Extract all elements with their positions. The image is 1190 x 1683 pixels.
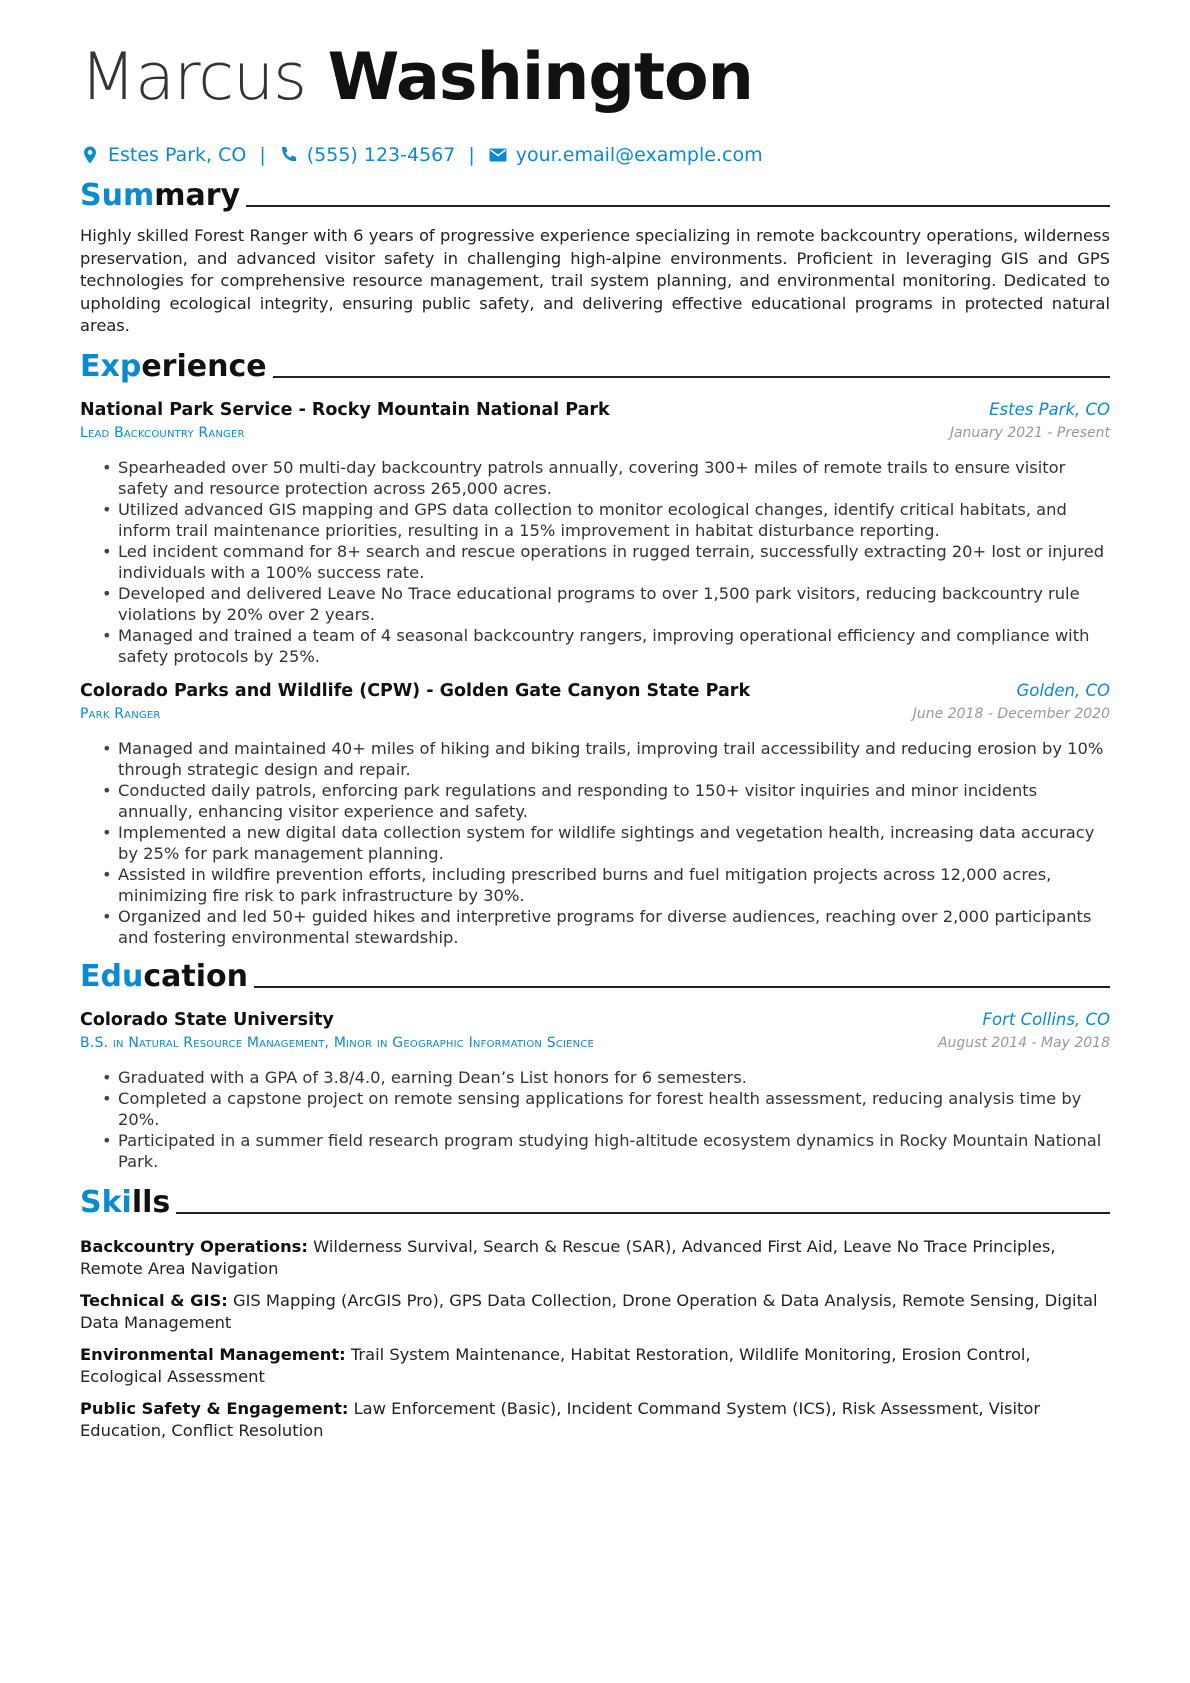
education-entry — [80, 1010, 1110, 1172]
skill-label: Backcountry Operations: — [80, 1236, 308, 1256]
school-location: Fort Collins, CO — [982, 1009, 1110, 1029]
skill-group — [80, 1236, 1110, 1281]
phone-icon — [279, 145, 299, 165]
section-divider — [246, 205, 1110, 207]
list-item: • Managed and maintained 40+ miles of hiking and biking trails, improving trail accessibility and reducing erosion by 10% through strategic design and repair. — [118, 738, 1110, 780]
skills-list — [80, 1236, 1110, 1443]
contact-email[interactable] — [488, 144, 763, 166]
employer-name: National Park Service - Rocky Mountain National Park — [80, 399, 610, 420]
education-dates: August 2014 - May 2018 — [937, 1034, 1110, 1051]
location-text: Estes Park, CO — [108, 144, 247, 166]
summary-text: Highly skilled Forest Ranger with 6 years of progressive experience specializing in remote backcountry operations, wilderness preservation, and advanced visitor safety in challenging high-alpine environments. Proficient in leveraging GIS and GPS technologies for comprehensive resource management, trail system planning, and environmental monitoring. Dedicated to upholding ecological integrity, ensuring public safety, and delivering effective educational programs in protected natural areas. — [80, 226, 1110, 335]
degree-title: B.S. in Natural Resource Management, Minor in Geographic Information Science — [80, 1034, 595, 1051]
envelope-icon — [488, 145, 508, 165]
candidate-name — [80, 0, 1110, 118]
experience-heading: Experience — [80, 348, 1110, 386]
skill-group — [80, 1344, 1110, 1389]
list-item: • Spearheaded over 50 multi-day backcountry patrols annually, covering 300+ miles of remote trails to ensure visitor safety and resource protection across 265,000 acres. — [118, 457, 1110, 499]
skill-group — [80, 1398, 1110, 1443]
skill-value: Trail System Maintenance, Habitat Restoration, Wildlife Monitoring, Erosion Control, Ecological Assessment — [80, 1344, 1031, 1386]
list-item: • Participated in a summer field research program studying high-altitude ecosystem dynamics in Rocky Mountain National Park. — [118, 1130, 1110, 1172]
list-item: • Utilized advanced GIS mapping and GPS data collection to monitor ecological changes, identify critical habitats, and inform trail maintenance priorities, resulting in a 15% improvement in habitat disturbance reporting. — [118, 499, 1110, 541]
job-location: Estes Park, CO — [989, 399, 1110, 419]
job-dates: January 2021 - Present — [949, 424, 1110, 441]
skill-value: Wilderness Survival, Search & Rescue (SAR), Advanced First Aid, Leave No Trace Principles, Remote Area Navigation — [80, 1236, 1056, 1278]
education-bullets — [80, 1067, 1110, 1172]
email-link[interactable]: your.email@example.com — [515, 144, 763, 166]
job-bullets — [80, 457, 1110, 667]
job-location: Golden, CO — [1016, 680, 1110, 700]
list-item: • Implemented a new digital data collection system for wildlife sightings and vegetation health, increasing data accuracy by 25% for park management planning. — [118, 822, 1110, 864]
skills-heading: Skills — [80, 1184, 1110, 1222]
section-divider — [254, 986, 1110, 988]
job-bullets — [80, 738, 1110, 948]
contact-separator: | — [468, 144, 475, 166]
employer-name: Colorado Parks and Wildlife (CPW) - Golden Gate Canyon State Park — [80, 680, 751, 701]
list-item: • Assisted in wildfire prevention efforts, including prescribed burns and fuel mitigation projects across 12,000 acres, minimizing fire risk to park infrastructure by 30%. — [118, 864, 1110, 906]
skill-value: Law Enforcement (Basic), Incident Command System (ICS), Risk Assessment, Visitor Education, Conflict Resolution — [80, 1398, 1041, 1440]
job-dates: June 2018 - December 2020 — [912, 705, 1110, 722]
skill-group — [80, 1290, 1110, 1335]
job-title: Lead Backcountry Ranger — [80, 424, 245, 441]
list-item: • Graduated with a GPA of 3.8/4.0, earning Dean’s List honors for 6 semesters. — [118, 1067, 1110, 1088]
section-divider — [273, 376, 1110, 378]
first-name: Marcus — [80, 40, 307, 115]
skill-value: GIS Mapping (ArcGIS Pro), GPS Data Collection, Drone Operation & Data Analysis, Remote Sensing, Digital Data Management — [80, 1290, 1098, 1332]
contact-separator: | — [259, 144, 266, 166]
list-item: • Led incident command for 8+ search and rescue operations in rugged terrain, successfully extracting 20+ lost or injured individuals with a 100% success rate. — [118, 541, 1110, 583]
school-name: Colorado State University — [80, 1009, 334, 1030]
summary-heading: Summary — [80, 177, 1110, 215]
section-divider — [176, 1212, 1110, 1214]
list-item: • Managed and trained a team of 4 seasonal backcountry rangers, improving operational efficiency and compliance with safety protocols by 25%. — [118, 625, 1110, 667]
job-title: Park Ranger — [80, 705, 161, 722]
list-item: • Completed a capstone project on remote sensing applications for forest health assessment, reducing analysis time by 20%. — [118, 1088, 1110, 1130]
education-heading: Education — [80, 958, 1110, 996]
contact-bar — [80, 142, 1110, 168]
map-marker-icon — [80, 145, 100, 165]
skill-label: Public Safety & Engagement: — [80, 1398, 349, 1418]
experience-entry — [80, 400, 1110, 667]
last-name: Washington — [327, 40, 753, 115]
experience-entry — [80, 681, 1110, 948]
list-item: • Organized and led 50+ guided hikes and interpretive programs for diverse audiences, reaching over 2,000 participants and fostering environmental stewardship. — [118, 906, 1110, 948]
list-item: • Developed and delivered Leave No Trace educational programs to over 1,500 park visitors, reducing backcountry rule violations by 20% over 2 years. — [118, 583, 1110, 625]
contact-location — [80, 144, 246, 166]
contact-phone[interactable] — [279, 144, 456, 166]
skill-label: Environmental Management: — [80, 1344, 346, 1364]
list-item: • Conducted daily patrols, enforcing park regulations and responding to 150+ visitor inquiries and minor incidents annually, enhancing visitor experience and safety. — [118, 780, 1110, 822]
phone-text: (555) 123-4567 — [306, 144, 456, 166]
skill-label: Technical & GIS: — [80, 1290, 228, 1310]
